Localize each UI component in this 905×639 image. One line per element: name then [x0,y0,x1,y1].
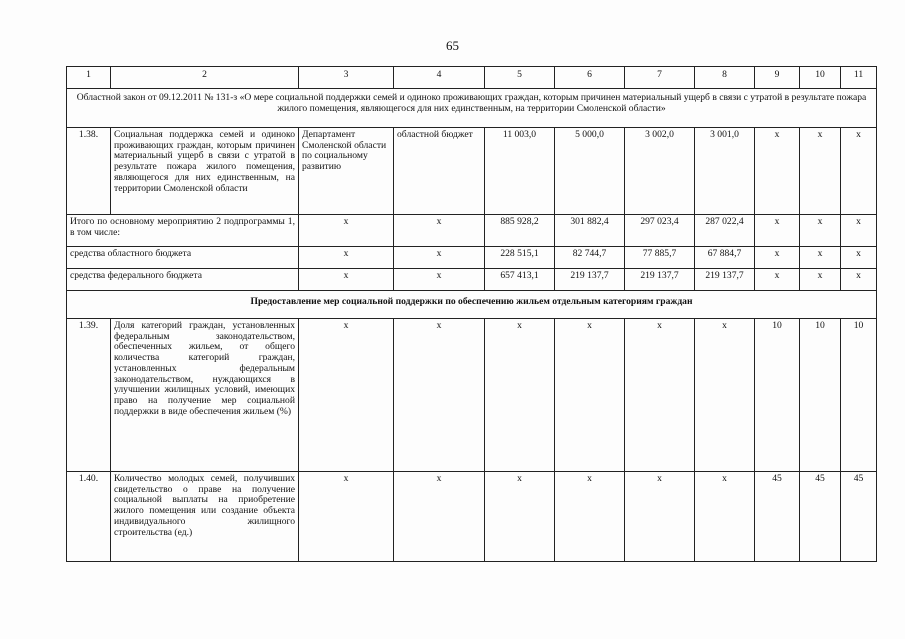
column-number: 9 [755,67,800,89]
column-number: 10 [800,67,841,89]
program-table [66,66,877,562]
cell-col6: х [555,472,625,562]
cell-col8: х [695,319,755,472]
row-number: 1.38. [67,128,111,215]
cell-col3: х [299,247,394,269]
cell-col9: х [755,269,800,291]
cell-col6: 5 000,0 [555,128,625,215]
row-number: 1.39. [67,319,111,472]
column-number-row [67,67,877,89]
cell-col3: х [299,472,394,562]
cell-col4: х [394,215,485,247]
cell-col11: 45 [841,472,877,562]
cell-col7: х [625,472,695,562]
column-number: 3 [299,67,394,89]
funding-source: областной бюджет [394,128,485,215]
activity-name: Социальная поддержка семей и одиноко проживающих граждан, которым причинен материальный ущерб в связи с утратой в результате пожара жилого помещения, являющегося для них единственным, на территории Смоленской области [111,128,299,215]
cell-col6: 301 882,4 [555,215,625,247]
column-number: 4 [394,67,485,89]
cell-col10: 10 [800,319,841,472]
column-number: 6 [555,67,625,89]
cell-col6: х [555,319,625,472]
column-number: 8 [695,67,755,89]
regional-budget-row [67,247,877,269]
cell-col7: 3 002,0 [625,128,695,215]
federal-budget-row [67,269,877,291]
cell-col11: х [841,215,877,247]
cell-col10: х [800,215,841,247]
table-row-1-38 [67,128,877,215]
total-label: Итого по основному мероприятию 2 подпрограммы 1, в том числе: [67,215,299,247]
cell-col3: х [299,215,394,247]
cell-col8: х [695,472,755,562]
federal-budget-label: средства федерального бюджета [67,269,299,291]
cell-col9: 45 [755,472,800,562]
cell-col5: 11 003,0 [485,128,555,215]
cell-col10: х [800,247,841,269]
column-number: 5 [485,67,555,89]
cell-col5: х [485,319,555,472]
cell-col10: х [800,128,841,215]
section-row-housing [67,291,877,319]
cell-col3: х [299,319,394,472]
table-row-1-39 [67,319,877,472]
cell-col10: х [800,269,841,291]
cell-col7: 297 023,4 [625,215,695,247]
cell-col4: х [394,319,485,472]
executor: Департамент Смоленской области по социальному развитию [299,128,394,215]
regional-budget-label: средства областного бюджета [67,247,299,269]
cell-col11: х [841,247,877,269]
section-title-law: Областной закон от 09.12.2011 № 131-з «О мере социальной поддержки семей и одиноко проживающих граждан, которым причинен материальный ущерб в связи с утратой в результате пожара жилого помещения, являющегося для них единственным, на территории Смоленской области» [67,89,877,128]
cell-col11: 10 [841,319,877,472]
cell-col6: 219 137,7 [555,269,625,291]
section-title-housing: Предоставление мер социальной поддержки по обеспечению жильем отдельным категориям граждан [67,291,877,319]
cell-col5: х [485,472,555,562]
cell-col7: х [625,319,695,472]
cell-col5: 228 515,1 [485,247,555,269]
cell-col7: 219 137,7 [625,269,695,291]
cell-col6: 82 744,7 [555,247,625,269]
cell-col8: 3 001,0 [695,128,755,215]
column-number: 11 [841,67,877,89]
cell-col9: х [755,247,800,269]
row-number: 1.40. [67,472,111,562]
cell-col7: 77 885,7 [625,247,695,269]
indicator-name: Количество молодых семей, получивших свидетельство о праве на получение социальной выплаты на приобретение жилого помещения или создание объекта индивидуального жилищного строительства (ед.) [111,472,299,562]
total-row [67,215,877,247]
cell-col11: х [841,269,877,291]
section-row-law [67,89,877,128]
cell-col8: 67 884,7 [695,247,755,269]
cell-col4: х [394,472,485,562]
indicator-name: Доля категорий граждан, установленных федеральным законодательством, обеспеченных жильем, от общего количества категорий граждан, установленных федеральным законодательством, нуждающихся в улучшении жилищных условий, имеющих право на получение мер социальной поддержки в виде обеспечения жильем (%) [111,319,299,472]
cell-col3: х [299,269,394,291]
cell-col8: 219 137,7 [695,269,755,291]
table-row-1-40 [67,472,877,562]
cell-col11: х [841,128,877,215]
cell-col8: 287 022,4 [695,215,755,247]
cell-col10: 45 [800,472,841,562]
column-number: 1 [67,67,111,89]
cell-col5: 885 928,2 [485,215,555,247]
cell-col9: 10 [755,319,800,472]
cell-col9: х [755,128,800,215]
cell-col4: х [394,269,485,291]
cell-col9: х [755,215,800,247]
column-number: 7 [625,67,695,89]
cell-col5: 657 413,1 [485,269,555,291]
page-number: 65 [446,38,459,53]
column-number: 2 [111,67,299,89]
cell-col4: х [394,247,485,269]
